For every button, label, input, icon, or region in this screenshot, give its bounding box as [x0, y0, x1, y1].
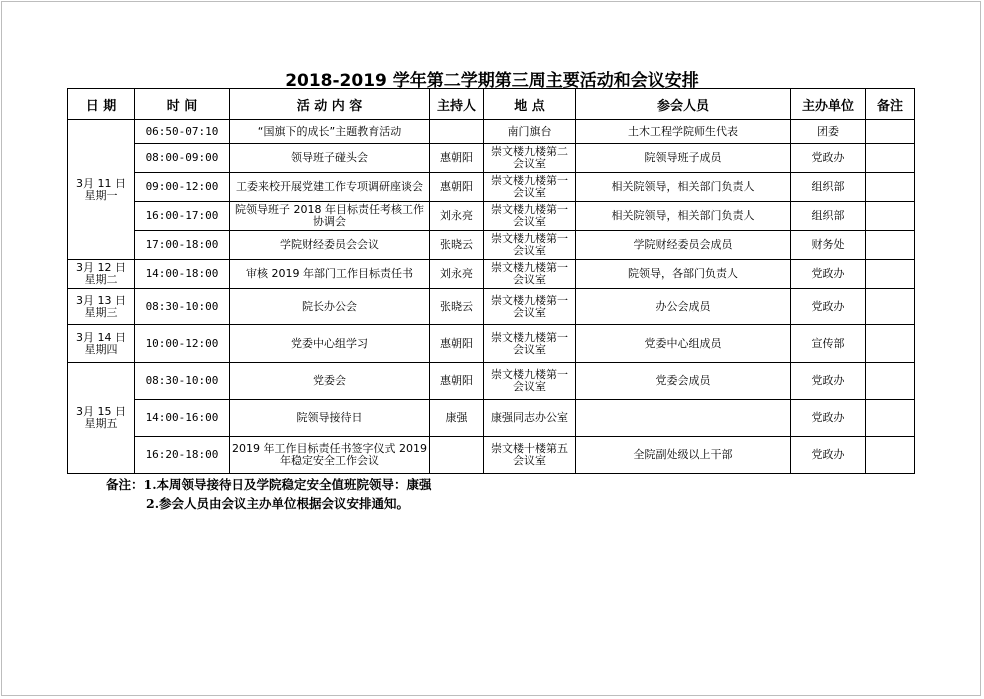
weekday-text: 星期三 [84, 305, 118, 319]
participants-cell: 党委中心组成员 [576, 325, 791, 363]
header-place: 地 点 [484, 89, 576, 120]
table-row [68, 289, 915, 325]
date-text: 3月 12 日 [76, 261, 126, 274]
header-host: 主持人 [430, 89, 484, 120]
date-cell [68, 260, 135, 289]
remark-cell [866, 231, 915, 260]
remark-cell [866, 173, 915, 202]
time-cell: 08:00-09:00 [135, 144, 230, 173]
place-cell: 崇文楼十楼第五会议室 [484, 437, 576, 474]
remark-cell [866, 202, 915, 231]
notes [106, 475, 432, 513]
place-cell: 崇文楼九楼第一会议室 [484, 231, 576, 260]
remark-cell [866, 325, 915, 363]
participants-cell: 院领导，各部门负责人 [576, 260, 791, 289]
host-cell: 张晓云 [430, 289, 484, 325]
content-cell: 工委来校开展党建工作专项调研座谈会 [230, 173, 430, 202]
remark-cell [866, 400, 915, 437]
host-cell: 惠朝阳 [430, 325, 484, 363]
participants-cell [576, 400, 791, 437]
content-cell: 审核 2019 年部门工作目标责任书 [230, 260, 430, 289]
participants-cell: 学院财经委员会成员 [576, 231, 791, 260]
place-cell: 崇文楼九楼第二会议室 [484, 144, 576, 173]
content-cell: “国旗下的成长”主题教育活动 [230, 120, 430, 144]
header-content: 活 动 内 容 [230, 89, 430, 120]
date-cell [68, 289, 135, 325]
host-cell: 惠朝阳 [430, 144, 484, 173]
note-line-2: 2.参会人员由会议主办单位根据会议安排通知。 [146, 496, 410, 511]
time-cell: 06:50-07:10 [135, 120, 230, 144]
organizer-cell: 组织部 [791, 202, 866, 231]
time-cell: 08:30-10:00 [135, 289, 230, 325]
header-organizer: 主办单位 [791, 89, 866, 120]
place-cell: 崇文楼九楼第一会议室 [484, 202, 576, 231]
table-row [68, 202, 915, 231]
place-cell: 崇文楼九楼第一会议室 [484, 260, 576, 289]
host-cell: 惠朝阳 [430, 173, 484, 202]
organizer-cell: 团委 [791, 120, 866, 144]
weekday-text: 星期一 [84, 188, 118, 202]
organizer-cell: 党政办 [791, 144, 866, 173]
participants-cell: 办公会成员 [576, 289, 791, 325]
remark-cell [866, 120, 915, 144]
content-cell: 党委中心组学习 [230, 325, 430, 363]
place-cell: 南门旗台 [484, 120, 576, 144]
place-cell: 康强同志办公室 [484, 400, 576, 437]
place-cell: 崇文楼九楼第一会议室 [484, 325, 576, 363]
host-cell [430, 437, 484, 474]
header-remark: 备注 [866, 89, 915, 120]
remark-cell [866, 144, 915, 173]
table-row [68, 437, 915, 474]
participants-cell: 相关院领导，相关部门负责人 [576, 202, 791, 231]
date-text: 3月 15 日 [76, 405, 126, 418]
organizer-cell: 党政办 [791, 260, 866, 289]
table-row [68, 173, 915, 202]
time-cell: 17:00-18:00 [135, 231, 230, 260]
table-row [68, 400, 915, 437]
participants-cell: 相关院领导，相关部门负责人 [576, 173, 791, 202]
table-row [68, 231, 915, 260]
date-text: 3月 13 日 [76, 293, 126, 307]
content-cell: 院领导接待日 [230, 400, 430, 437]
date-text: 3月 11 日 [76, 176, 126, 190]
time-cell: 10:00-12:00 [135, 325, 230, 363]
page-title: 2018-2019 学年第二学期第三周主要活动和会议安排 [285, 71, 699, 91]
time-cell: 14:00-16:00 [135, 400, 230, 437]
header-row [68, 89, 915, 120]
time-cell: 09:00-12:00 [135, 173, 230, 202]
remark-cell [866, 260, 915, 289]
table-row [68, 144, 915, 173]
host-cell: 惠朝阳 [430, 363, 484, 400]
date-text: 3月 14 日 [76, 330, 126, 344]
date-cell [68, 120, 135, 260]
host-cell: 张晓云 [430, 231, 484, 260]
content-cell: 学院财经委员会会议 [230, 231, 430, 260]
content-cell: 领导班子碰头会 [230, 144, 430, 173]
content-cell: 院领导班子 2018 年目标责任考核工作协调会 [230, 202, 430, 231]
organizer-cell: 党政办 [791, 363, 866, 400]
content-cell: 2019 年工作目标责任书签字仪式 2019 年稳定安全工作会议 [230, 437, 430, 474]
participants-cell: 党委会成员 [576, 363, 791, 400]
table-row [68, 325, 915, 363]
schedule-table [67, 88, 915, 474]
weekday-text: 星期二 [84, 273, 118, 286]
table-row [68, 120, 915, 144]
place-cell: 崇文楼九楼第一会议室 [484, 173, 576, 202]
content-cell: 院长办公会 [230, 289, 430, 325]
participants-cell: 全院副处级以上干部 [576, 437, 791, 474]
remark-cell [866, 363, 915, 400]
host-cell [430, 120, 484, 144]
organizer-cell: 党政办 [791, 400, 866, 437]
time-cell: 14:00-18:00 [135, 260, 230, 289]
organizer-cell: 宣传部 [791, 325, 866, 363]
organizer-cell: 财务处 [791, 231, 866, 260]
time-cell: 08:30-10:00 [135, 363, 230, 400]
weekday-text: 星期五 [84, 417, 118, 430]
header-participants: 参会人员 [576, 89, 791, 120]
organizer-cell: 组织部 [791, 173, 866, 202]
participants-cell: 土木工程学院师生代表 [576, 120, 791, 144]
remark-cell [866, 437, 915, 474]
weekday-text: 星期四 [84, 342, 118, 356]
time-cell: 16:20-18:00 [135, 437, 230, 474]
place-cell: 崇文楼九楼第一会议室 [484, 363, 576, 400]
date-cell [68, 325, 135, 363]
organizer-cell: 党政办 [791, 437, 866, 474]
table-row [68, 260, 915, 289]
date-cell [68, 363, 135, 474]
host-cell: 刘永亮 [430, 202, 484, 231]
organizer-cell: 党政办 [791, 289, 866, 325]
content-cell: 党委会 [230, 363, 430, 400]
host-cell: 康强 [430, 400, 484, 437]
participants-cell: 院领导班子成员 [576, 144, 791, 173]
place-cell: 崇文楼九楼第一会议室 [484, 289, 576, 325]
time-cell: 16:00-17:00 [135, 202, 230, 231]
table-row [68, 363, 915, 400]
remark-cell [866, 289, 915, 325]
note-line-1: 备注：1.本周领导接待日及学院稳定安全值班院领导：康强 [106, 477, 432, 492]
host-cell: 刘永亮 [430, 260, 484, 289]
header-time: 时 间 [135, 89, 230, 120]
header-date: 日 期 [68, 89, 135, 120]
